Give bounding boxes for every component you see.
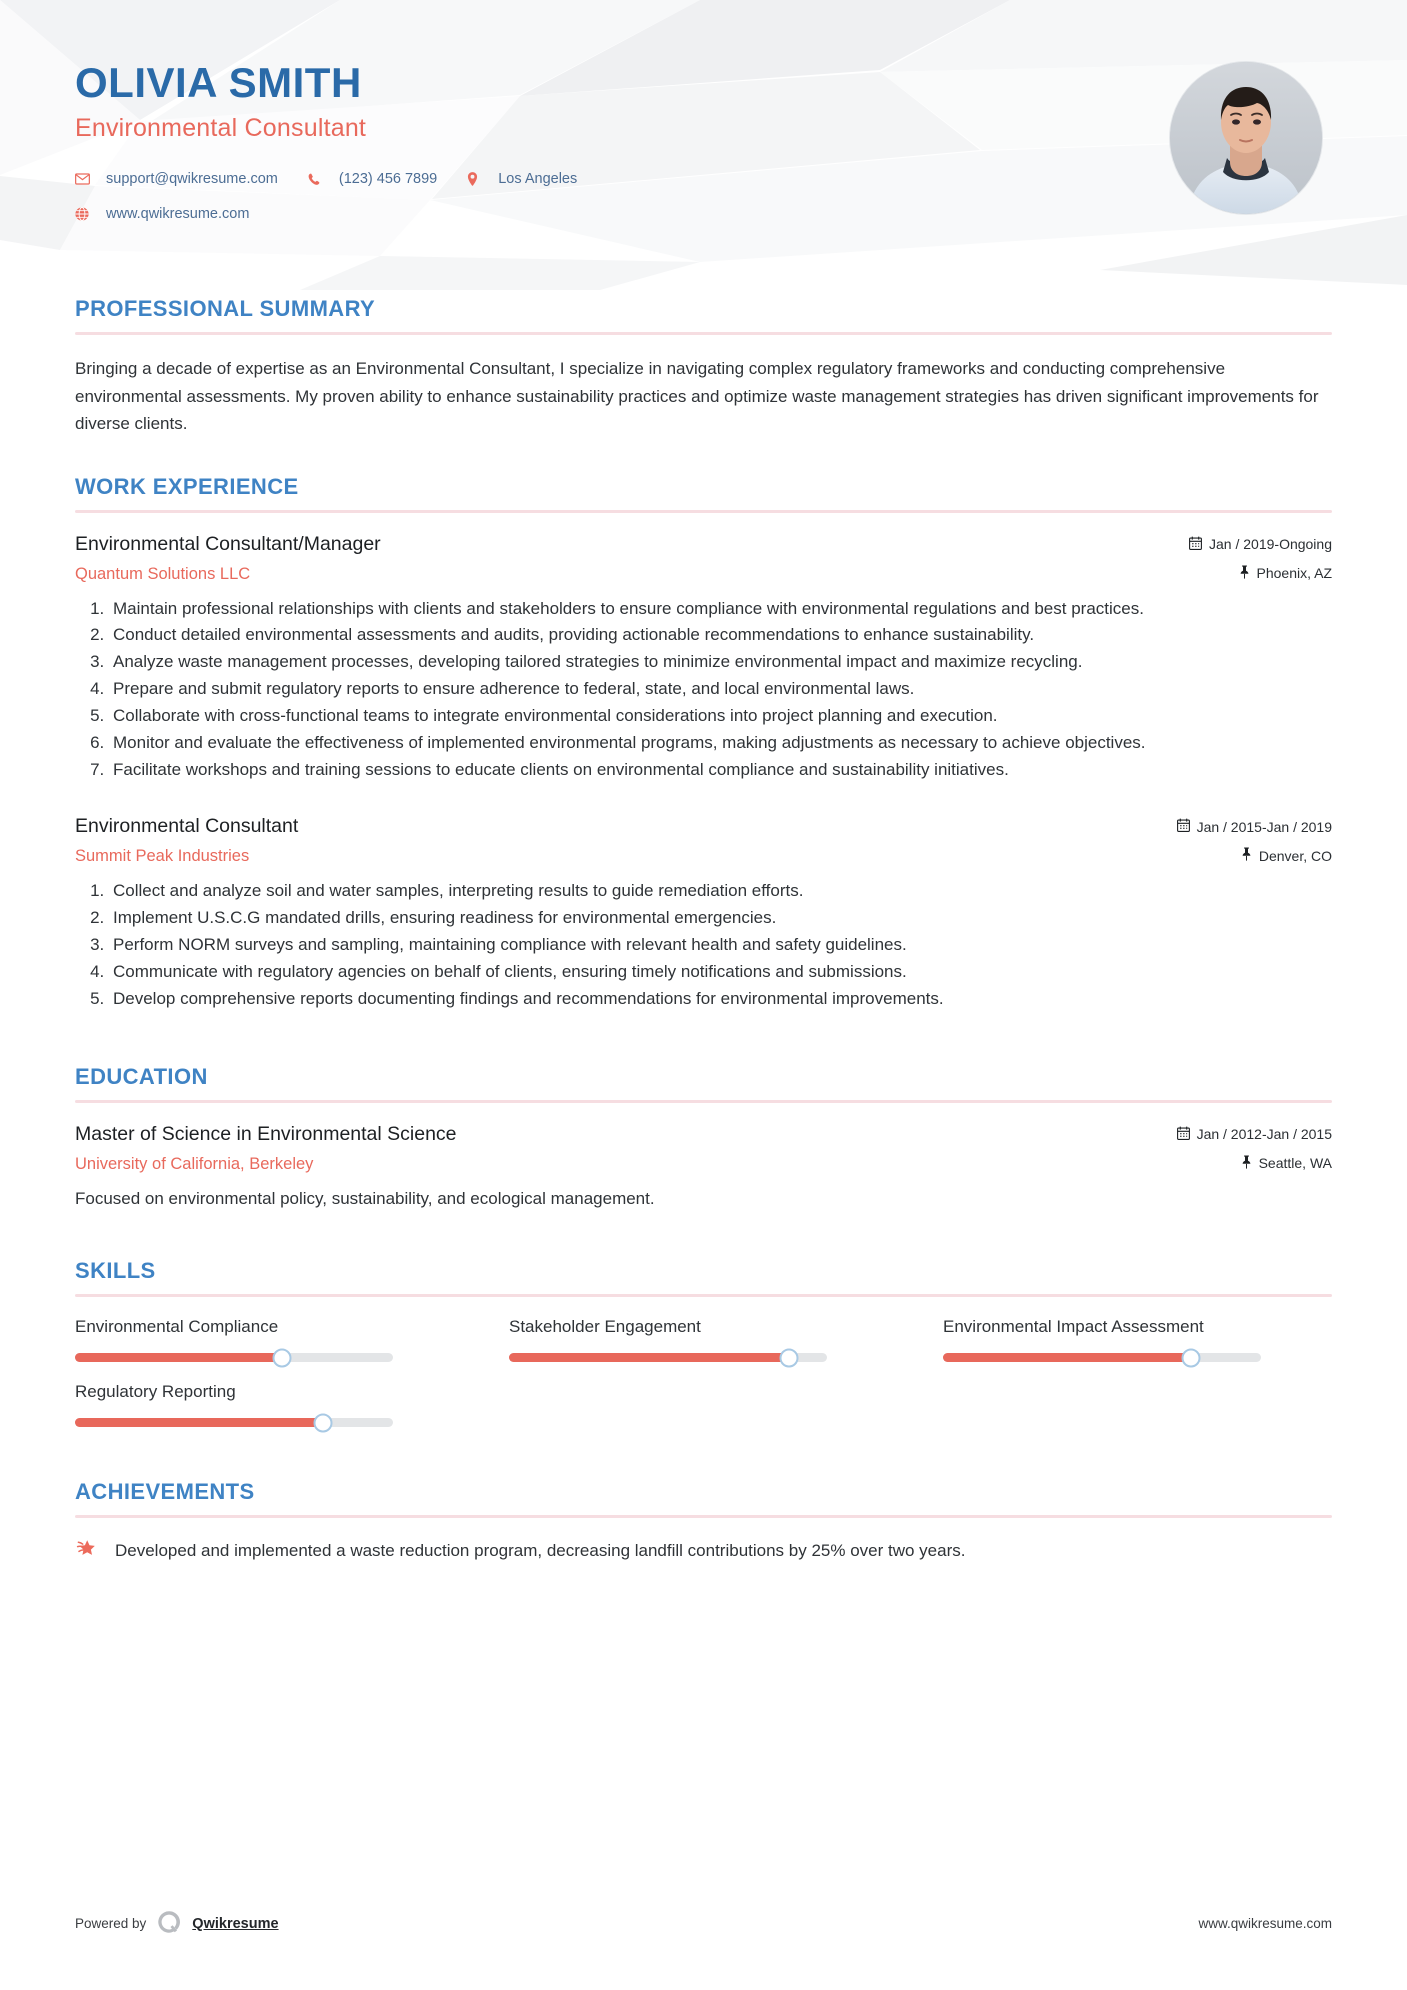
- work-duty-item: 6. Monitor and evaluate the effectiveness of implemented environmental programs, making adjustments as necessary to achieve objectives.: [109, 730, 1332, 756]
- work-location: [1241, 847, 1332, 864]
- work-dates: [1177, 818, 1332, 835]
- skill-label: Regulatory Reporting: [75, 1382, 236, 1402]
- work-dates-label: Jan / 2015-Jan / 2019: [1196, 818, 1332, 835]
- skill-slider-knob[interactable]: [272, 1348, 291, 1367]
- work-dates: [1189, 536, 1332, 553]
- section-skills: [75, 1258, 1332, 1439]
- work-company: Quantum Solutions LLC: [75, 564, 251, 583]
- contact-phone[interactable]: [308, 171, 437, 187]
- calendar-icon: [1177, 818, 1190, 835]
- contact-email[interactable]: [75, 171, 278, 187]
- star-badge-icon: [75, 1539, 99, 1569]
- achievement-item: [75, 1538, 1332, 1569]
- avatar-photo: [1170, 62, 1322, 214]
- section-divider: [75, 510, 1332, 513]
- work-duty-item: 7. Facilitate workshops and training sessions to educate clients on environmental compliance and sustainability initiatives.: [109, 757, 1332, 783]
- contact-row-secondary: [75, 206, 607, 222]
- skill-slider-knob[interactable]: [1182, 1348, 1201, 1367]
- candidate-name: OLIVIA SMITH: [75, 59, 362, 106]
- work-location: [1239, 565, 1333, 582]
- section-divider: [75, 1294, 1332, 1297]
- skill-slider-fill: [75, 1353, 282, 1362]
- qwikresume-brand-link[interactable]: Qwikresume: [192, 1915, 279, 1932]
- resume-footer: [0, 1909, 1407, 1938]
- skill-slider[interactable]: [75, 1418, 393, 1427]
- skills-grid: [75, 1317, 1332, 1439]
- calendar-icon: [1189, 536, 1202, 553]
- achievement-text: Developed and implemented a waste reduction program, decreasing landfill contributions by 25% over two years.: [115, 1541, 966, 1561]
- skill-label: Stakeholder Engagement: [509, 1317, 701, 1337]
- work-duty-item: 3. Analyze waste management processes, developing tailored strategies to minimize environmental impact and maximize recycling.: [109, 649, 1332, 675]
- section-divider: [75, 1100, 1332, 1103]
- section-divider: [75, 1515, 1332, 1518]
- skill-item: [75, 1382, 464, 1439]
- contact-row-primary: [75, 171, 607, 187]
- summary-paragraph: Bringing a decade of expertise as an Environmental Consultant, I specialize in navigating complex regulatory frameworks and conducting comprehensive environmental assessments. My proven ability to enhance sustainability practices and optimize waste management strategies has driven significant improvements for diverse clients.: [75, 359, 1319, 434]
- calendar-icon: [1177, 1126, 1190, 1143]
- section-title-work: WORK EXPERIENCE: [75, 473, 299, 499]
- work-duty-item: 5. Develop comprehensive reports documenting findings and recommendations for environmental improvements.: [109, 986, 1332, 1012]
- phone-icon: [308, 173, 330, 186]
- contact-location-label: Los Angeles: [498, 171, 578, 188]
- work-duty-item: 4. Prepare and submit regulatory reports to ensure adherence to federal, state, and local environmental laws.: [109, 676, 1332, 702]
- section-title-summary: PROFESSIONAL SUMMARY: [75, 296, 376, 321]
- skill-slider[interactable]: [509, 1353, 827, 1362]
- pushpin-icon: [1241, 1155, 1252, 1172]
- skill-label: Environmental Impact Assessment: [943, 1317, 1204, 1337]
- envelope-icon: [75, 173, 97, 185]
- skill-item: [943, 1317, 1332, 1374]
- powered-by-block: [75, 1909, 279, 1938]
- education-location-label: Seattle, WA: [1258, 1155, 1332, 1172]
- contact-email-label: support@qwikresume.com: [106, 171, 278, 188]
- candidate-role: Environmental Consultant: [75, 114, 367, 143]
- footer-url[interactable]: www.qwikresume.com: [1198, 1916, 1332, 1931]
- map-pin-icon: [467, 172, 489, 186]
- work-location-label: Phoenix, AZ: [1256, 565, 1332, 582]
- education-entry: [75, 1123, 1332, 1212]
- resume-body: [0, 296, 1407, 1569]
- skill-item: [75, 1317, 464, 1374]
- work-duty-item: 1. Maintain professional relationships with clients and stakeholders to ensure compliance with environmental regulations and best practices.: [109, 596, 1332, 622]
- section-education: [75, 1064, 1332, 1212]
- section-title-achievements: ACHIEVEMENTS: [75, 1479, 255, 1505]
- work-duty-item: 2. Conduct detailed environmental assessments and audits, providing actionable recommendations to enhance sustainability.: [109, 622, 1332, 648]
- resume-header: [0, 0, 1407, 290]
- skill-item: [509, 1317, 898, 1374]
- work-job-title: Environmental Consultant/Manager: [75, 532, 381, 555]
- education-school: University of California, Berkeley: [75, 1154, 314, 1173]
- work-job-title: Environmental Consultant: [75, 815, 299, 838]
- work-duty-item: 2. Implement U.S.C.G mandated drills, ensuring readiness for environmental emergencies.: [109, 905, 1332, 931]
- skill-slider-fill: [509, 1353, 789, 1362]
- section-work-experience: [75, 474, 1332, 1012]
- education-location: [1241, 1155, 1332, 1172]
- contact-location: [467, 171, 577, 187]
- work-duty-list: [75, 596, 1332, 783]
- powered-by-label: Powered by: [75, 1916, 147, 1931]
- work-entry: [75, 533, 1332, 783]
- section-divider: [75, 332, 1332, 335]
- work-dates-label: Jan / 2019-Ongoing: [1209, 536, 1332, 553]
- skill-slider-fill: [943, 1353, 1191, 1362]
- work-duty-item: 5. Collaborate with cross-functional teams to integrate environmental considerations into project planning and execution.: [109, 703, 1332, 729]
- skill-label: Environmental Compliance: [75, 1317, 279, 1337]
- work-duty-item: 4. Communicate with regulatory agencies on behalf of clients, ensuring timely notifications and submissions.: [109, 959, 1332, 985]
- skill-slider-knob[interactable]: [779, 1348, 798, 1367]
- pushpin-icon: [1241, 847, 1252, 864]
- section-title-skills: SKILLS: [75, 1258, 156, 1284]
- qwikresume-logo-icon: [156, 1909, 182, 1938]
- section-professional-summary: [75, 296, 1332, 438]
- education-dates-label: Jan / 2012-Jan / 2015: [1196, 1126, 1332, 1143]
- skill-slider[interactable]: [943, 1353, 1261, 1362]
- pushpin-icon: [1239, 565, 1250, 582]
- skill-slider-knob[interactable]: [314, 1413, 333, 1432]
- contact-phone-label: (123) 456 7899: [338, 171, 438, 188]
- section-title-education: EDUCATION: [75, 1063, 208, 1089]
- work-location-label: Denver, CO: [1258, 847, 1332, 864]
- contact-details: [75, 171, 607, 222]
- work-duty-list: [75, 878, 1332, 1011]
- contact-website[interactable]: [75, 206, 249, 222]
- globe-icon: [75, 207, 97, 221]
- education-dates: [1177, 1126, 1332, 1143]
- education-description: Focused on environmental policy, sustainability, and ecological management.: [75, 1188, 655, 1208]
- contact-website-label: www.qwikresume.com: [106, 206, 250, 223]
- section-achievements: [75, 1479, 1332, 1569]
- work-entry: [75, 815, 1332, 1011]
- skill-slider[interactable]: [75, 1353, 393, 1362]
- avatar: [1170, 62, 1322, 214]
- header-identity: [75, 60, 607, 241]
- work-duty-item: 3. Perform NORM surveys and sampling, maintaining compliance with relevant health and safety guidelines.: [109, 932, 1332, 958]
- education-degree: Master of Science in Environmental Science: [75, 1122, 457, 1145]
- work-company: Summit Peak Industries: [75, 847, 250, 866]
- skill-slider-fill: [75, 1418, 323, 1427]
- work-duty-item: 1. Collect and analyze soil and water samples, interpreting results to guide remediation efforts.: [109, 878, 1332, 904]
